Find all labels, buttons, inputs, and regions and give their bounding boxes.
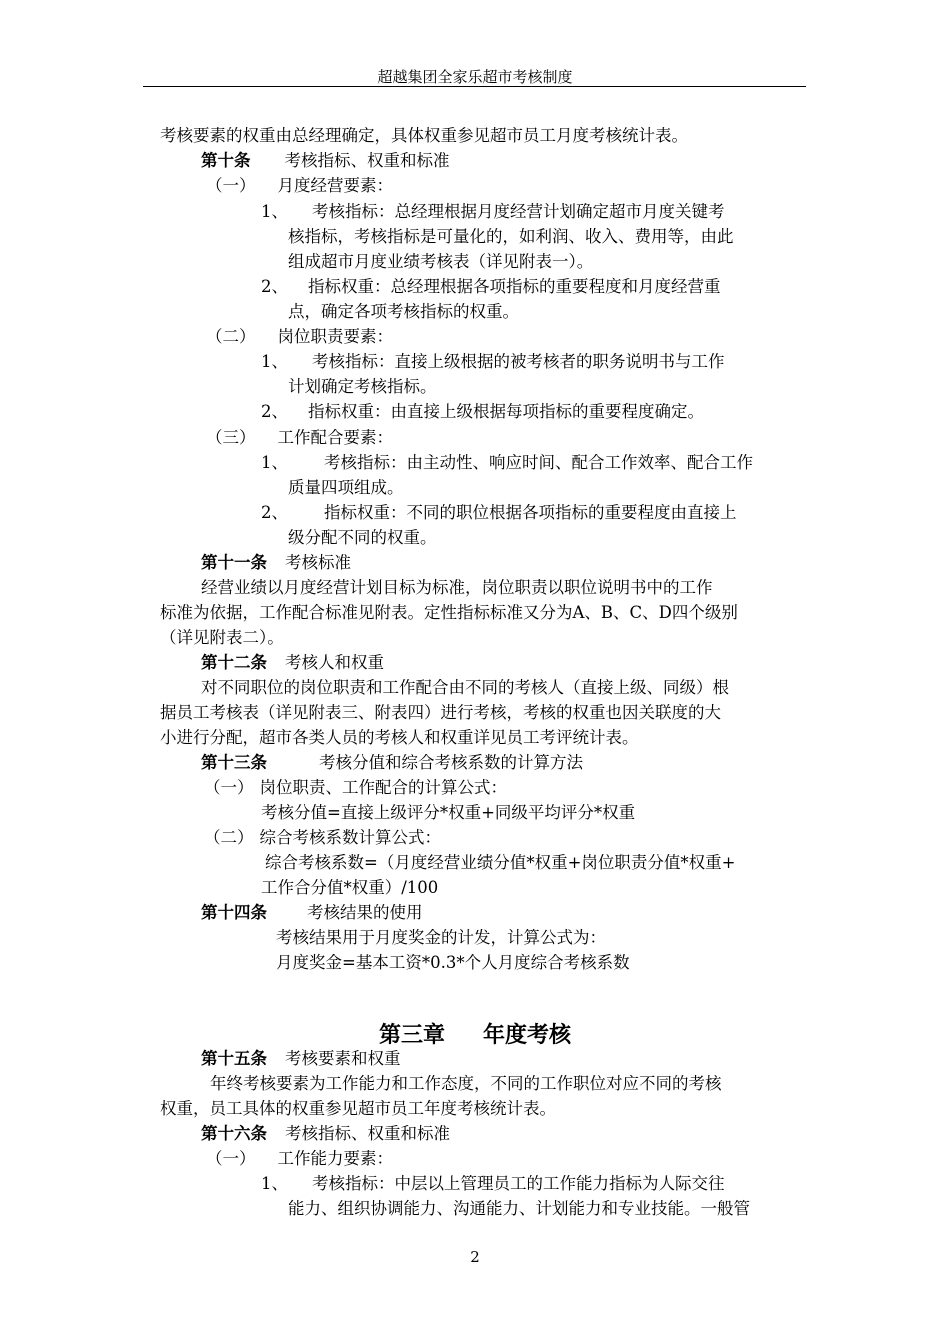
item-number: 1、 — [261, 453, 288, 472]
article-number: 第十三条 — [201, 753, 267, 772]
section-title: 岗位职责要素： — [277, 327, 393, 346]
text-line: 考核结果用于月度奖金的计发，计算公式为： — [276, 928, 606, 947]
list-item — [261, 277, 721, 297]
section-title: 月度经营要素： — [277, 176, 393, 195]
item-text: 考核指标：中层以上管理员工的工作能力指标为人际交往 — [312, 1174, 725, 1193]
article-title: 考核分值和综合考核系数的计算方法 — [319, 753, 583, 772]
text-line: 点，确定各项考核指标的权重。 — [288, 302, 519, 321]
article-title: 考核指标、权重和标准 — [284, 151, 450, 170]
text-line: 标准为依据，工作配合标准见附表。定性指标标准又分为A、B、C、D四个级别 — [160, 603, 738, 622]
article-title: 考核指标、权重和标准 — [285, 1124, 450, 1143]
formula: 工作合分值*权重）/100 — [261, 878, 439, 897]
article-number: 第十五条 — [201, 1049, 267, 1068]
list-item — [261, 453, 753, 473]
page-header: 超越集团全家乐超市考核制度 — [377, 68, 573, 86]
list-item — [261, 352, 725, 372]
text-line: 权重，员工具体的权重参见超市员工年度考核统计表。 — [160, 1099, 556, 1118]
text-line: 组成超市月度业绩考核表（详见附表一）。 — [288, 252, 594, 271]
item-number: 2、 — [261, 503, 288, 522]
text-line: 考核要素的权重由总经理确定，具体权重参见超市员工月度考核统计表。 — [160, 126, 688, 145]
section-heading — [206, 176, 393, 196]
formula: 月度奖金=基本工资*0.3*个人月度综合考核系数 — [276, 953, 630, 972]
article-number: 第十条 — [201, 151, 251, 170]
formula: 考核分值=直接上级评分*权重+同级平均评分*权重 — [261, 803, 636, 822]
section-number: （一） — [206, 176, 256, 195]
formula: 综合考核系数=（月度经营业绩分值*权重+岗位职责分值*权重+ — [265, 853, 736, 872]
article-number: 第十六条 — [201, 1124, 267, 1143]
text-line: 经营业绩以月度经营计划目标为标准，岗位职责以职位说明书中的工作 — [201, 578, 713, 597]
item-number: 1、 — [261, 202, 288, 221]
item-text: 指标权重：由直接上级根据每项指标的重要程度确定。 — [308, 402, 704, 421]
chapter-heading — [0, 1018, 950, 1049]
section-title: 工作能力要素： — [277, 1149, 393, 1168]
section-heading — [204, 778, 507, 798]
section-number: （一） — [204, 778, 254, 797]
chapter-number: 第三章 — [378, 1022, 445, 1048]
text-line: 能力、组织协调能力、沟通能力、计划能力和专业技能。一般管 — [288, 1199, 750, 1218]
article-number: 第十二条 — [201, 653, 267, 672]
list-item — [261, 402, 704, 422]
header-rule — [143, 86, 806, 87]
article-16-heading — [201, 1124, 450, 1144]
section-title: 工作配合要素： — [277, 428, 393, 447]
list-item — [261, 1174, 725, 1194]
text-line: 小进行分配，超市各类人员的考核人和权重详见员工考评统计表。 — [160, 728, 639, 747]
item-text: 考核指标：直接上级根据的被考核者的职务说明书与工作 — [312, 352, 725, 371]
item-number: 1、 — [261, 1174, 288, 1193]
item-text: 指标权重：总经理根据各项指标的重要程度和月度经营重 — [308, 277, 721, 296]
article-11-heading — [201, 553, 351, 573]
item-number: 1、 — [261, 352, 288, 371]
section-title: 岗位职责、工作配合的计算公式： — [259, 778, 507, 797]
text-line: 质量四项组成。 — [288, 478, 404, 497]
chapter-title: 年度考核 — [483, 1022, 572, 1048]
item-text: 考核指标：总经理根据月度经营计划确定超市月度关键考 — [312, 202, 725, 221]
section-title: 综合考核系数计算公式： — [259, 828, 441, 847]
section-number: （三） — [206, 428, 256, 447]
article-title: 考核要素和权重 — [285, 1049, 401, 1068]
item-text: 考核指标：由主动性、响应时间、配合工作效率、配合工作 — [324, 453, 753, 472]
article-title: 考核人和权重 — [285, 653, 384, 672]
text-line: 年终考核要素为工作能力和工作态度，不同的工作职位对应不同的考核 — [210, 1074, 722, 1093]
item-text: 指标权重：不同的职位根据各项指标的重要程度由直接上 — [324, 503, 737, 522]
text-line: 对不同职位的岗位职责和工作配合由不同的考核人（直接上级、同级）根 — [201, 678, 729, 697]
section-heading — [206, 1149, 393, 1169]
article-14-heading — [201, 903, 423, 923]
article-12-heading — [201, 653, 384, 673]
page-number: 2 — [470, 1248, 480, 1266]
text-line: 核指标，考核指标是可量化的，如利润、收入、费用等，由此 — [288, 227, 734, 246]
text-line: 级分配不同的权重。 — [288, 528, 437, 547]
article-title: 考核结果的使用 — [307, 903, 423, 922]
item-number: 2、 — [261, 402, 288, 421]
section-heading — [204, 828, 441, 848]
list-item — [261, 202, 725, 222]
text-line: 据员工考核表（详见附表三、附表四）进行考核，考核的权重也因关联度的大 — [160, 703, 721, 722]
text-line: （详见附表二）。 — [160, 628, 284, 647]
article-title: 考核标准 — [285, 553, 351, 572]
item-number: 2、 — [261, 277, 288, 296]
article-number: 第十一条 — [201, 553, 267, 572]
section-heading — [206, 327, 393, 347]
article-10-heading — [201, 151, 450, 171]
article-13-heading — [201, 753, 583, 773]
list-item — [261, 503, 737, 523]
section-number: （一） — [206, 1149, 256, 1168]
section-number: （二） — [204, 828, 254, 847]
section-number: （二） — [206, 327, 256, 346]
article-15-heading — [201, 1049, 401, 1069]
article-number: 第十四条 — [201, 903, 267, 922]
text-line: 计划确定考核指标。 — [288, 377, 437, 396]
section-heading — [206, 428, 393, 448]
